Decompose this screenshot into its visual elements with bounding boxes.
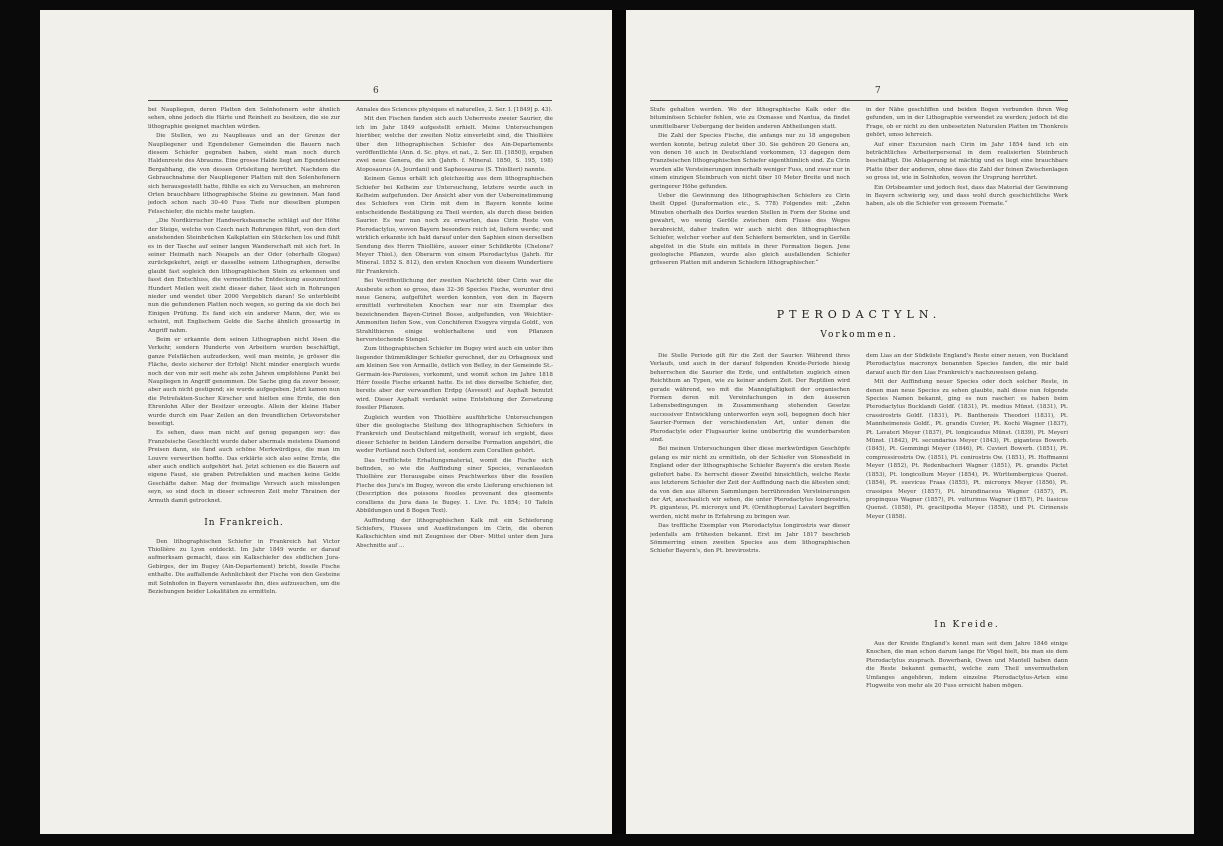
right-column-2-bottom [866, 352, 1068, 614]
paragraph: Es sehen, dass man nicht auf genug gegangen sey: das Französische Geschlecht wurde daher abermals meistens Diamond Preisen dann, sie fand auch schöne Merkwürdiges, die man im Louvre verwerthen hoffte. Das erklärte sich also seine Ernte, die aber auch endlich aufgehört hat. Jetzt schienen es die Bauern auf eigene Faust, sie graben Petrefakten und machen keine Gelde Geschäfte daher. Mag der freimalige Versuch auch misslungen seyn, so sind doch in dieser schweren Zeit mehr Thrainen der Armuth damit getrocknet. [148, 430, 340, 504]
paragraph: Auf einer Excursion nach Cirin im Jahr 1854 fand ich ein beträchtliches Arbeiterpersonal in dem realisierten Steinbruch beschäftigt. Die Ablagerung ist mächtig und es liegt eine brauchbare Platte über der anderen, ohne dass die Zahl der feinen Zwischenlagen so gross ist, wie in Solnhofen, wovon ihr Ursprung herrührt. [866, 141, 1068, 182]
paragraph: „Die Nordkirrischer Handwerksbaunsche schlägt auf der Höhe der Steige, welche von Czech nach Rohrungen führt, von den dort anstehenden Steinbrüchen Kalkplatten ein Stückchen los und fühlt es in der Tasche auf seiner langen Wanderschaft mit sich fort. In seiner Heimath nach Neapels an der Oder (oberhalb Glogau) zurückgekehrt, zeigt er dasselbe seinem Lithographen, derselbe glaubt fast sogleich den lithographischen Stein zu erkennen und fasst den Entschluss, die vermeintliche Entdeckung auszunutzen! Hundert Meilen weit zieht dieser daher, lässt sich in Rohrungen nieder und wendet über 2000 Vergeblich daran! So unterbleibt nun die gefundenen Platten noch wegen, so gering da sie doch bei Einigen Prüfung. Es fand sich ein anderer Mann, der, wie es scheint, mit Englischem Gelde die Sache ähnlich grossartig in Angriff nahm. [148, 218, 340, 334]
paragraph: Das trefflichste Erhaltungsmaterial, womit die Fische sich befinden, so wie die Auffindung einer Species, veranlassten Thiollière zur Herausgabe eines Prachtwerkes über die fossilen Fische des Jura's im Bugey, wovon die erste Lieferung erschienen ist (Description des poissons fossiles provenant des gisements coralliens du Jura dans le Bugey. 1. Livr. Fo. 1854; 10 Tafeln Abbildungen und 8 Bogen Text). [356, 457, 553, 515]
left-page [40, 10, 612, 834]
paragraph: Die Zahl der Species Fische, die anfangs nur zu 18 angegeben werden konnte, betrug zuletzt über 30. Sie gehören 20 Genera an, von denen 16 auch in Deutschland vorkommen, 13 dagegen dem Französischen lithographischen Schiefer eigenthümlich sind. Zu Cirin wurden alle Versteinerungen innerhalb weniger Fuss, und zwar nur in einem einzigen Steinbruch von nicht über 10 Meter Breite und noch geringerer Höhe gefunden. [650, 133, 850, 190]
paragraph: Die Stelle Periode gilt für die Zeit der Saurier. Während ihres Verlaufs, und auch in der darauf folgenden Kreide-Periode hiesig beherrschen die Saurier die Erde, und entfalteten zugleich einen Reichthum an Typen, wie zu keiner andern Zeit. Der Reptilien wird gerade während, wo mit die Mannigfaltigkeit der organischen Formen deren mit Vereinfachungen in den äusseren Lebensbedingungen in Zusammenhang stehenden Gesetze successiver Entwicklung unterworfen seyn soll, begegnen doch hier Saurier-Formen der verschiedensten Art, unter denen die Pterodactyle oder Flugsaurier keine unübertrig die wunderbarsten sind. [650, 353, 850, 444]
header-rule-left [148, 100, 552, 101]
paragraph: Das treffliche Exemplar von Pterodactylus longirostris war dieser jedenfalls am frühesten bekannt. Erst im Jahr 1817 beschrieb Sömmerring einen zweiten Species aus dem lithographischen Schiefer Bayern's, den Pt. brevirostris. [650, 523, 850, 555]
paragraph: Keinem Genus erhält ich gleichzeitig aus dem lithographischen Schiefer bei Kelheim zur Untersuchung, letztere wurde auch in Kelheim aufgefunden. Der Ansicht aber von der Uebereinstimmung des Schiefers von Cirin mit dem in Bayern konnte keine entscheidende Bestätigung zu Theil werden, als durch diese beiden Saurier. Es war nun noch zu erwarten, dass Cirin Reste von Pterodactylus, wovon Bayern besonders reich ist, liefern werde; und wirklich erkannte ich bald darauf unter den Saphien einen derselben Sendung des Herrn Thiollière, ausser einer Schildkröte (Chelone? Meyer Thiol.), den Oberarm von einem Pterodactylus (Jahrb. für Mineral. 1852 S. 812), den ersten Knochen von diesem Wundertiere für Frankreich. [356, 176, 553, 275]
section-title-pterodactyln: PTERODACTYLN. [776, 308, 942, 321]
page-number-right: 7 [875, 86, 882, 96]
paragraph: Stufe gehalten werden. Wo der lithographische Kalk oder die bituminösen Schiefer fehlen, wie zu Oxmasse und Nantua, da findet unmittelbarer Uebergang der beiden anderen Abtheilungen statt. [650, 107, 850, 130]
paragraph: Den lithographischen Schiefer in Frankreich hat Victor Thiollière zu Lyon entdeckt. Im Jahr 1849 wurde er darauf aufmerksam gemacht, dass ein Kalkschiefer des südlichen Jura-Gebirges, der im Bugey (Ain-Departement) bricht, fossile Fische enthalte. Die auffallende Aehnlichkeit der Fische von den Gesteine mit Solnhofen in Bayern veranlasste ihn, dies aufzusuchen, um die Beziehungen beider Lokalitäten zu ermitteln. [148, 538, 340, 595]
paragraph: Annales des Sciences physiques et naturelles, 2. Ser. I. [1849] p. 43). [356, 107, 553, 113]
section-subtitle-vorkommen: Vorkommen. [820, 330, 898, 340]
paragraph: Mit den Fischen fanden sich auch Ueberreste zweier Saurier, die ich im Jahr 1849 aufgestellt erhielt. Meine Untersuchungen hierüber, welche der zweiten Notiz einverleibt sind, die Thiollière über den lithographischen Schiefer des Ain-Departements veröffentlichte (Ann. d. Sc. phys. et nat., 2. Ser. III. [1850]), ergaben zwei neue Genera, die ich (Jahrb. f. Mineral. 1850, S. 195, 198) Atoposaurus (A. Jourdani) und Sapheosaurus (S. Thiollieri) nannte. [356, 116, 553, 173]
paragraph: bei Naupliegen, deren Platten den Solnhofenern sehr ähnlich sehen, ohne jedoch die Härte und Reinheit zu besitzen, die sie zur lithographie geeignet machten würden. [148, 107, 340, 130]
page-number-left: 6 [373, 86, 380, 96]
paragraph: dem Lias an der Südküste England's Reste einer neuen, von Buckland Pterodactylus macronyx benannten Species fanden, die mir bald darauf auch für den Lias Frankreich's nachzuweisen gelang. [866, 353, 1068, 376]
book-gutter [612, 10, 626, 834]
paragraph: in der Nähe geschliffen und beiden Bogen verbunden ihren Weg gefunden, um in der Lithographie verwendet zu werden; jedoch ist die Frage, ob er nicht zu den unbesetzten Naturalen Platten im Thonkreis gehört, umso lehrreich. [866, 107, 1068, 139]
paragraph: Ueber die Gewinnung des lithographischen Schiefers zu Cirin theilt Oppel (Juraformation etc., S. 778) Folgendes mit: „Zehn Minuten oberhalb des Dorfes wurden Stellen in Form der Steine und gewahrt, wo wenig Gerölle zwischen dem Flusse des Weges herabreicht, daher trafen wir auch nicht den lithographischen Schiefer, welcher vorher auf den Schiefern bemerkten, und in Gerölle abgelöst in die Stufe ein mittels in ihrer Formation liegen. Jene geologische Pflanzen, wurde also gleich ausfallenden Schiefer grösseren Platten mit anderen Schiefern lithographischer.“ [650, 193, 850, 267]
paragraph: Auffindung der lithographischen Kalk mit ein Schieferung Schiefers, Flusses und Ausdünstungen im Cirin, die oberen Kalkschichten sind mit Zeugnisse der Ober- Mittel unter dem Jura Abschnitte auf ... [356, 517, 553, 549]
paragraph: Mit der Auffindung neuer Species oder doch solcher Reste, in denen man neue Species zu sehen glaubte, nahl diese nun folgende Species Namen bekannt, ging es nun rascher: es haben beim Pterodactylus Bucklandi Goldf. (1831), Pt. medius Münst. (1831), Pt. crassirostris Goldf. (1831), Pt. Banthensis Theodori (1831), Pt. Mannheimensis Goldf., Pt. grandis Cuvier, Pt. Kochi Wagner (1837), Pt. Lavateri Meyer (1837), Pt. longicaudus Münst. (1839), Pt. Meyeri Münst. (1842), Pt. secundarius Meyer (1843), Pt. giganteus Bowerb. (1845), Pt. Gemmingi Meyer (1846), Pt. Cuvieri Bowerb. (1851), Pt. compressirostris Ow. (1851), Pt. conirostris Ow. (1851), Pt. Hoffmanni Meyer (1852), Pt. Redenbacheri Wagner (1851), Pt. grandis Pictet (1853), Pt. longicollum Meyer (1854), Pt. Württembergicus Quenst. (1854), Pt. suevicus Fraas (1855), Pt. micronyx Meyer (1856), Pt. crassipes Meyer (1857), Pt. hirundinaceus Wagner (1857), Pt. propinquus Wagner (1857), Pt. vulturinus Wagner (1857), Pt. liasicus Quenst. (1858), Pt. gracilipodia Meyer (1858), und Pt. Cirinensis Meyer (1858). [866, 379, 1068, 520]
paragraph: Ein Ortsbeamter und jedoch fest, dass das Material der Gewinnung in Bayern schwierig sey, und dass wohl durch geschichtliche Werk haben, als ob die Schiefer von grossem Formate.“ [866, 184, 1068, 208]
paragraph: Die Stellen, wo zu Nauplieaus und an der Grenze der Naupliegener und Egendelsner Gemeinden die Bauern nach diesem Schiefer gegraben haben, sieht man noch durch Haldenreste des Abraums. Eine grosse Halde liegt am Egendelsner Bergabhang, die von dessen Ortsleitung herrührt. Nachdem die Gebrauchnahme der Naupliegener Platten mit den Solenhofenern sich herausgestellt hatte, fühlte es sich zu Versuchen, an mehreren Orten brauchbare lithographische Steine zu gewinnen. Man fand jedoch schon nach 30–40 Fuss Tiefe nur dieselben plumpen Felsschiefer, die nichts mehr taugten. [148, 133, 340, 215]
right-column-2-kreide [866, 640, 1068, 806]
heading-in-kreide: In Kreide. [934, 620, 1000, 630]
right-column-1-top [650, 106, 850, 298]
paragraph: Beim er erkannte dem seinen Lithographen nicht lösen die Verkehr, sondern Hunderte von Arbeitern wurden beschäftigt, ganze Felsflächen aufzudecken, weil man meinte, je grösser die Fläche, desto sicherer der Erfolg! Nicht minder energisch wurde noch der von mir seit mehr als zehn Jahren empfohlene Punkt bei Naupliegen in Angriff genommen. Die Sache ging da zuvor besser, aber auch nicht gestigend; sie wurde aufgegeben. Jetzt kamen nun die Petrefakten-Sucher Kirscher und hielten eine Ernte, die den Ehrenlohn Aller der Besitzer erzeugte. Allein der kleine Haber wurde durch ein Paar Zeilen an den freundlichen Ortsvorsteher beseitigt. [148, 336, 340, 428]
paragraph: Bei Veröffentlichung der zweiten Nachricht über Cirin war die Ausbeute schon so gross, dass 32–36 Species Fische, worunter drei neue Genera, aufgeführt werden konnten, von den in Bayern ermittelt verbreiteten Knochen war nur ein Exemplar des bezeichnenden Bayen-Cirinet Bosse, aufgefunden, von Weichtier-Ammoniten liefen Sow., von Conchiferen Exogyra virgula Goldf., von Strahlthieren einige wohlerhaltene und von Pflanzen hervorstechende Stengel. [356, 278, 553, 343]
paragraph: Aus der Kreide England's kennt man seit dem Jahre 1846 einige Knochen, die man schon darum lange für Vögel hielt, bis man sie dem Pterodactylus zusprach. Bowerbank, Owen und Mantell haben dann die Reste bekannt gemacht, welche zum Theil unvermutheten Umfanges angehören, indem einzelne Pterodactylus-Arten eine Flugweite von mehr als 20 Fuss erreicht haben mögen. [866, 641, 1068, 690]
paragraph: Zum lithographischen Schiefer im Bugey wird auch ein unter ihm liegender thümmiklinger Schiefer gerechnet, der zu Orbagnoux und am kleinen See von Armaille, östlich von Belley, in der Gemeinde St.-Germain-les-Paroisses, vorkommt, und womit schon im Jahre 1818 Hérr fossile Fische erkannt hatte. Es ist dies derselbe Schiefer, der, bereits aber der verwandten Erdpg (Asvesot) auf Asphalt benutzt wird. Dieser Asphalt verdankt seine Entstehung der Zersetzung fossiler Pflanzen. [356, 346, 553, 412]
paragraph: Zugleich wurden von Thiollière ausführliche Untersuchungen über die geologische Stellung des lithographischen Schiefers in Frankreich und Deutschland mitgetheilt, worauf ich ergiebt, dass dieser Schiefer in beiden Ländern derselbe Formation angehört, die weder Portland noch Oxford ist, sondern zum Corallien gehört. [356, 414, 553, 455]
left-column-1 [148, 106, 340, 806]
left-column-2 [356, 106, 553, 806]
right-page [626, 10, 1194, 834]
heading-in-frankreich: In Frankreich. [204, 518, 284, 529]
right-column-1-bottom [650, 352, 850, 806]
header-rule-right [650, 100, 1068, 101]
right-column-2-top [866, 106, 1068, 298]
paragraph: Bei meinen Untersuchungen über diese merkwürdigen Geschöpfe gelang es mir nicht zu ermitteln, ob der Schiefer von Stonesfield in England oder der lithographische Schiefer Bayern's die ersten Reste geliefert habe. Es herrscht dieser Zweifel hinsichtlich, welche Reste aus letzterem Schiefer der Zeit der Auffindung nach die ältesten sind; da von den aus älteren Sammlungen herrührenden Versteinerungen der Art, anschaulich wir sehen, die unter Pterodactylus longirostris, Pt. giganteus, Pt. micronyx und Pt. (Ornithopterus) Lavateri begriffen werden, nicht mehr in Erfahrung zu bringen war. [650, 446, 850, 520]
